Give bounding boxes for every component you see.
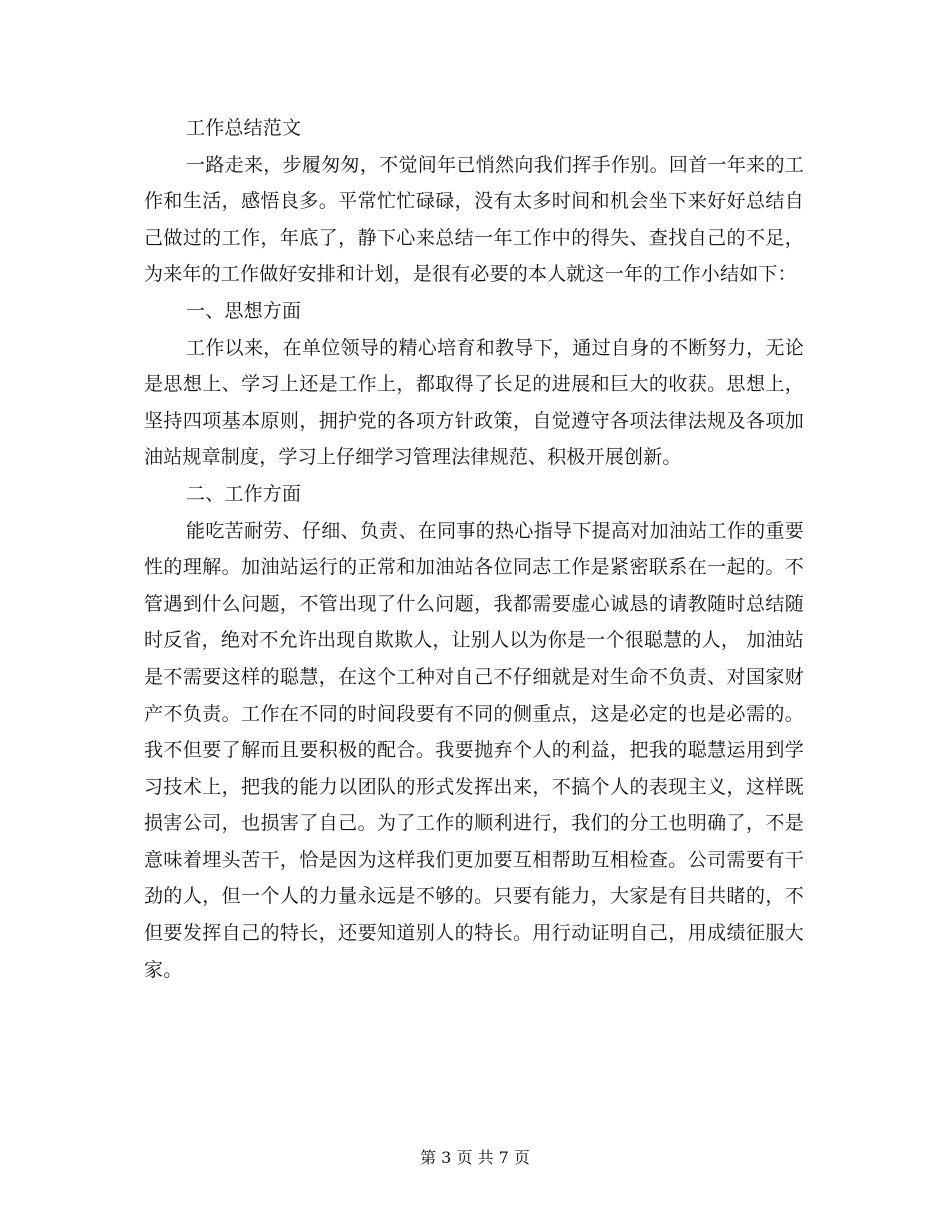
paragraph-intro: 一路走来，步履匆匆，不觉间年已悄然向我们挥手作别。回首一年来的工作和生活，感悟良多。平常忙忙碌碌，没有太多时间和机会坐下来好好总结自己做过的工作，年底了，静下心来总结一年工作中的得失、查找自己的不足，为来年的工作做好安排和计划，是很有必要的本人就这一年的工作小结如下： (144, 153, 804, 286)
document-title: 工作总结范文 (186, 117, 302, 139)
section-heading-thought: 一、思想方面 (186, 299, 302, 322)
document-body (144, 110, 804, 988)
page-footer: 第 3 页 共 7 页 (420, 1148, 530, 1167)
paragraph-thought: 工作以来，在单位领导的精心培育和教导下，通过自身的不断努力，无论是思想上、学习上还是工作上，都取得了长足的进展和巨大的收获。思想上，坚持四项基本原则，拥护党的各项方针政策，自觉遵守各项法律法规及各项加油站规章制度，学习上仔细学习管理法律规范、积极开展创新。 (144, 336, 804, 469)
section-heading-work: 二、工作方面 (186, 482, 302, 505)
paragraph-work: 能吃苦耐劳、仔细、负责、在同事的热心指导下提高对加油站工作的重要性的理解。加油站运行的正常和加油站各位同志工作是紧密联系在一起的。不管遇到什么问题，不管出现了什么问题，我都需要虚心诚恳的请教随时总结随时反省，绝对不允许出现自欺欺人，让别人以为你是一个很聪慧的人， 加油站是不需要这样的聪慧，在这个工种对自己不仔细就是对生命不负责、对国家财产不负责。工作在不同的时间段要有不同的侧重点，这是必定的也是必需的。我不但要了解而且要积极的配合。我要抛弃个人的利益，把我的聪慧运用到学习技术上，把我的能力以团队的形式发挥出来，不搞个人的表现主义，这样既损害公司，也损害了自己。为了工作的顺利进行，我们的分工也明确了，不是意味着埋头苦干，恰是因为这样我们更加要互相帮助互相检查。公司需要有干劲的人，但一个人的力量永远是不够的。只要有能力，大家是有目共睹的，不但要发挥自己的特长，还要知道别人的特长。用行动证明自己，用成绩征服大家。 (144, 519, 804, 981)
